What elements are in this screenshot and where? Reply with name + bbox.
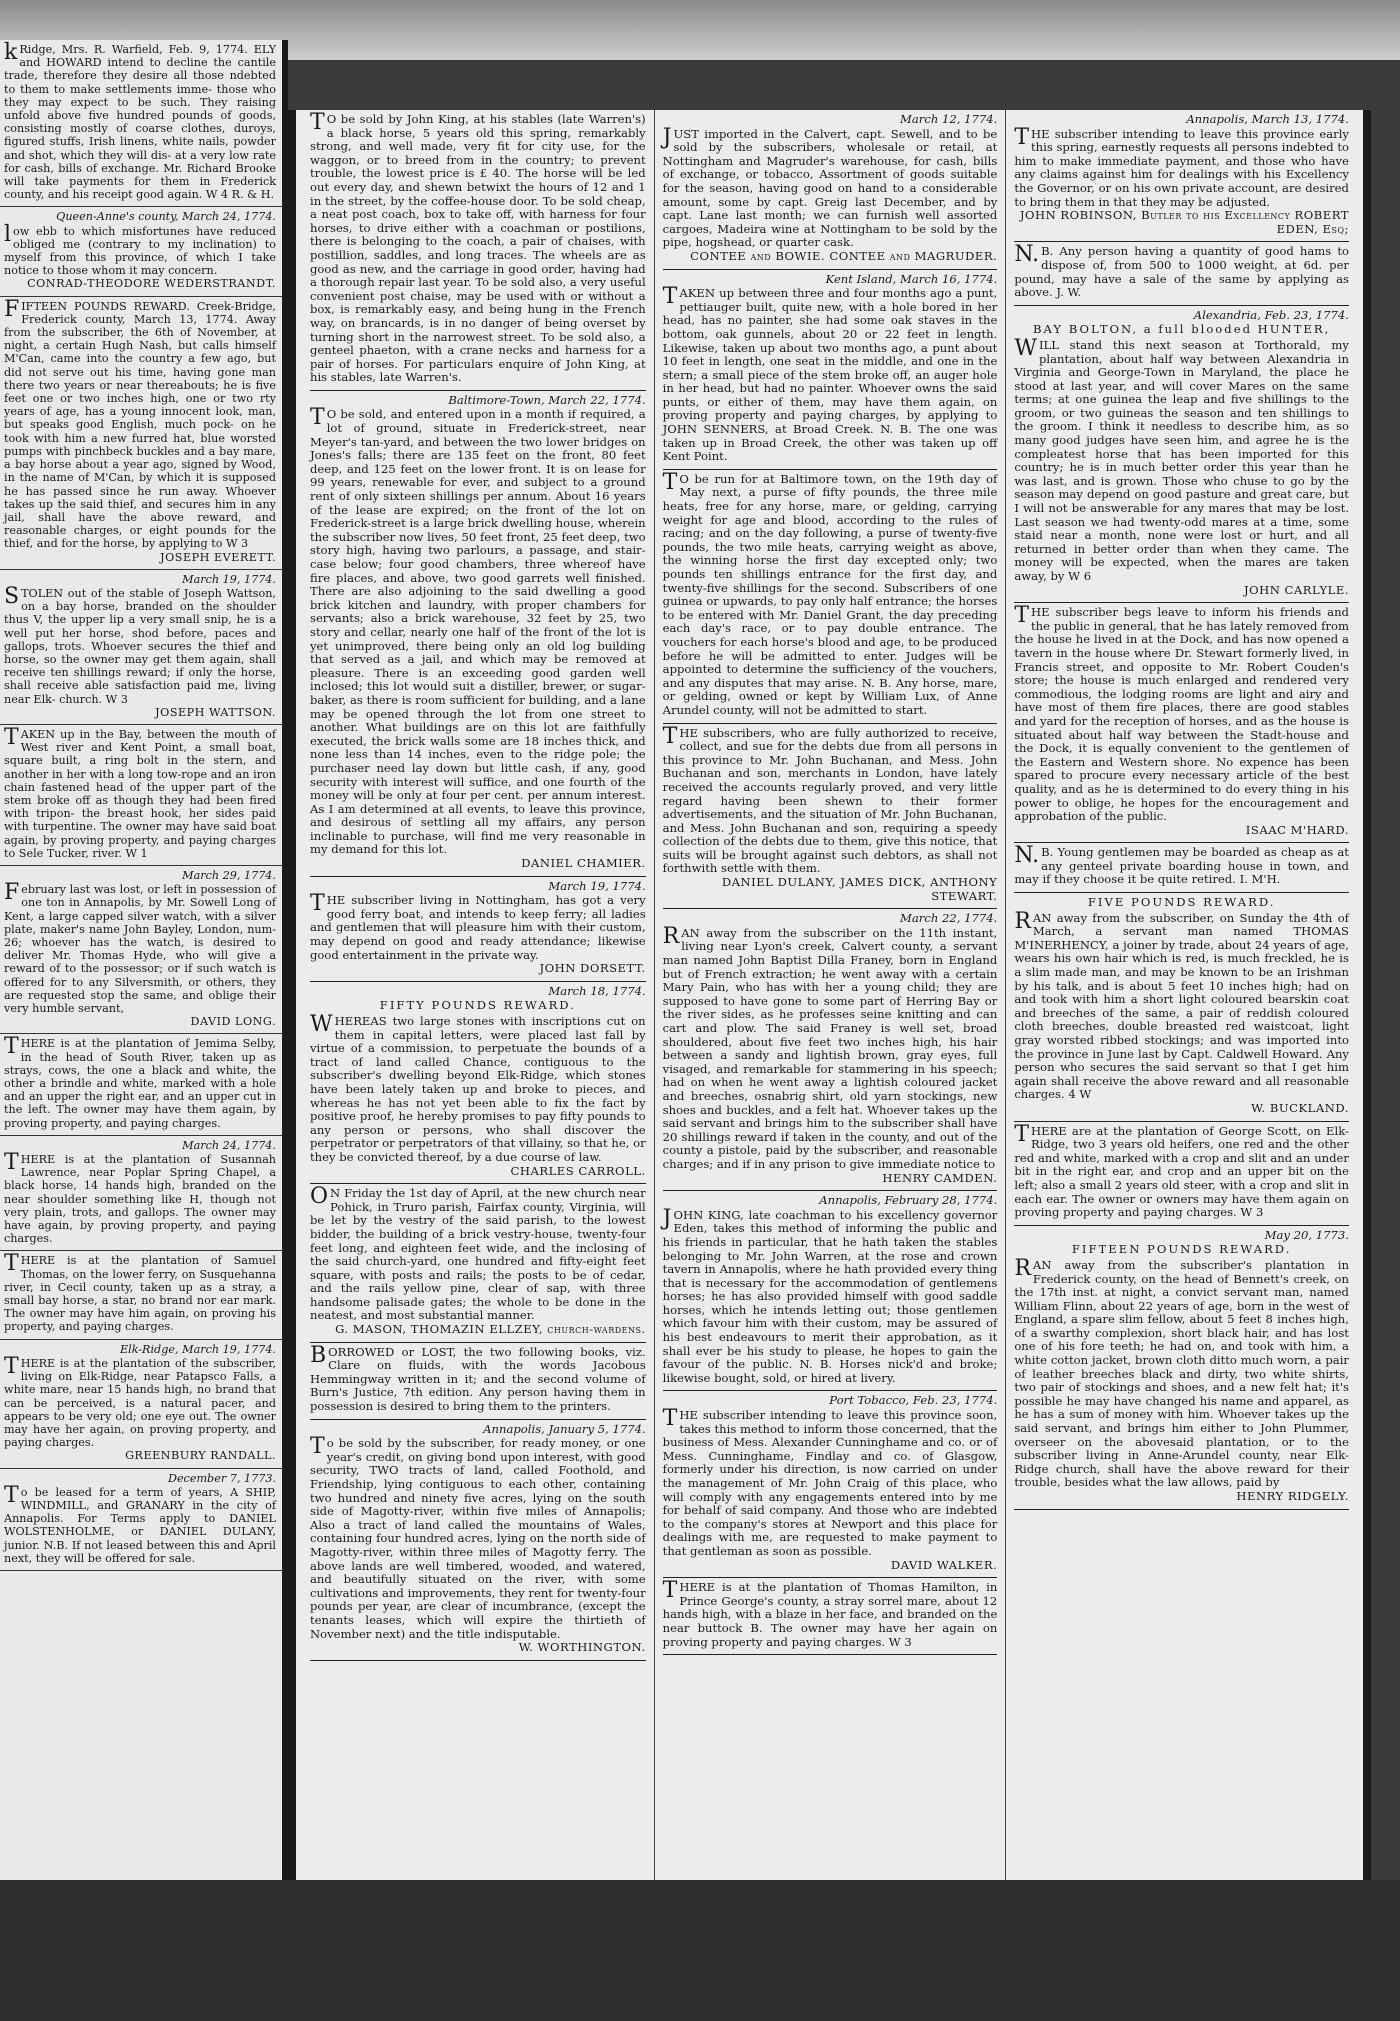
ad-body: TO be run for at Baltimore town, on the 19th day of May next, a purse of fifty pounds, the three mile heats, free for any horse, mare, or gelding, carrying weight for age and blood, according to the rules of racing; and on the day following, a purse of twenty-five pounds, the two mile heats, carrying weight as above, the winning horse the first day excepted only; two pounds ten shillings entrance for the first day, and twenty-five shillings for the second. Subscribers of one guinea or upwards, to pay only half entrance; the horses to be entered with Mr. Daniel Grant, the day preceding each day's race, or to pay double entrance. The vouchers for each horse's blood and age, to be produced before he will be admitted to enter. Judges will be appointed to determine the sufficiency of the vouchers, and any disputes that may arise. N. B. Any horse, mare, or gelding, owned or kept by William Lux, of Anne Arundel county, will not be admitted to start. (662, 469, 998, 717)
ad-signature: DAVID LONG. (190, 1015, 276, 1029)
ad-headline: FIFTY POUNDS REWARD. (379, 998, 576, 1013)
ad-body: THERE is at the plantation of Thomas Hamilton, in Prince George's county, a stray sorrel mare, about 12 hands high, with a blaze in her face, and branded on the near buttock B. The owner may have her again on proving property and paying charges. W 3 (662, 1578, 998, 1649)
advertisement (1014, 843, 1349, 893)
ad-headline: FIFTEEN POUNDS REWARD. (1071, 1242, 1292, 1257)
advertisement (0, 1251, 282, 1339)
ad-body: February last was lost, or left in possession of one ton in Annapolis, by Mr. Sowell Long of Kent, a large capped silver watch, with a silver plate, maker's name John Bayley, London, num- 26; whoever has the watch, is desired to deliver Mr. Thomas Hyde, who will give a reward of to the possessor; or if such watch is offered for to any Silversmith, or others, they are requested stop the same, and oblige their very humble servant, (4, 880, 276, 1016)
advertisement (663, 724, 998, 910)
ad-signature: DANIEL CHAMIER. (521, 856, 646, 871)
ad-body: STOLEN out of the stable of Joseph Wattson, on a bay horse, branded on the shoulder thus V, the upper lip a very small snip, he is a well put her horse, shod before, paces and gallops, trots. Whoever secures the thief and horse, so the owner may get them again, shall receive ten shillings reward; if only the horse, shall receive able satisfaction paid me, living near Elk- church. W 3 (4, 583, 276, 706)
ad-headline: BAY BOLTON, a full blooded HUNTER, (1032, 322, 1331, 337)
advertisement (310, 982, 646, 1184)
ad-dateline: Annapolis, March 13, 1774. (1186, 112, 1349, 126)
ad-dateline: March 29, 1774. (182, 868, 276, 882)
ad-dateline: Elk-Ridge, March 19, 1774. (119, 1342, 276, 1356)
advertisement (1014, 110, 1349, 242)
page-gutter (288, 110, 296, 1880)
ad-dateline: Queen-Anne's county, March 24, 1774. (56, 210, 276, 224)
ad-dateline: Alexandria, Feb. 23, 1774. (1193, 307, 1349, 322)
ad-signature: JOSEPH WATTSON. (155, 705, 276, 719)
ad-signature: DANIEL DULANY, JAMES DICK, ANTHONY STEWART. (721, 875, 998, 903)
advertisement (0, 570, 282, 725)
ad-dateline: March 18, 1774. (548, 983, 646, 998)
advertisement (310, 1420, 646, 1661)
ad-dateline: March 19, 1774. (548, 878, 646, 893)
advertisement (1014, 603, 1349, 843)
ad-signature: JOSEPH EVERETT. (160, 550, 276, 564)
advertisement (663, 270, 998, 470)
advertisement (0, 725, 282, 866)
advertisement (663, 1391, 998, 1578)
ad-body: THE subscriber begs leave to inform his friends and the public in general, that he has lately removed from the house he lived in at the Dock, and has now opened a tavern in the house where Dr. Stewart formerly lived, in Francis street, and opposite to Mr. Robert Couden's store; the house is much enlarged and rendered very commodious, the lodging rooms are light and airy and have most of them fire places, there are good stables and yard for the reception of horses, and as the house is situated about half way between the Stadt-house and the Dock, it is equally convenient to the gentlemen of the Eastern and Western shore. No expence has been spared to procure every necessary article of the best quality, and as he is determined to do every thing in his power to oblige, he hopes for the encouragement and approbation of the public. (1014, 603, 1349, 824)
ad-body: RAN away from the subscriber on the 11th instant, living near Lyon's creek, Calvert county, a servant man named John Baptist Dilla Franey, born in England but of French extraction; he went away with a certain Mary Pain, who has with her a young child; they are supposed to have gone to some part of Herring Bay or the river sides, as he professes seine knitting and can cart and plow. The said Franey is well set, broad shouldered, about five feet two inches high, his hair between a sandy and lightish brown, gray eyes, full visaged, and remarkable for stammering in his speech; had on when he went away a lightish coloured jacket and breeches, osnabrig shirt, old yarn stockings, new shoes and buckles, and a felt hat. Whoever takes up the said servant and brings him to the subscriber shall have 20 shillings reward if taken in the county, and out of the county a pistole, paid by the subscriber, and reasonable charges; and if in any prison to give immediate notice to (662, 923, 998, 1171)
ad-dateline: March 22, 1774. (900, 911, 998, 926)
advertisement (663, 1191, 998, 1391)
ad-body: FIFTEEN POUNDS REWARD. Creek-Bridge, Frederick county, March 13, 1774. Away from the subscriber, the 6th of November, at night, a certain Hugh Nash, but calls himself M'Can, came into the country a few ago, but did not serve out his time, having gone man there two years or near thereabouts; he is five feet one or two inches high, one or two rty years of age, has a young innocent look, man, but speaks good English, much pock- on he took with him a new furred hat, blue worsted pumps with pinchbeck buckles and a bay mare, a bay horse about a year ago, signed by Wood, in the name of M'Can, by which it is supposed he has passed since he run away. Whoever takes up the said thief, and secures him in any jail, shall have the above reward, and reasonable charges, or eight pounds for the thief, and for the horse, by applying to W 3 (4, 296, 276, 551)
advertisement (0, 1136, 282, 1252)
ad-body: TAKEN up in the Bay, between the mouth of West river and Kent Point, a small boat, square built, a ring bolt in the stern, and another in her with a long tow-rope and an iron chain fastened head of the upper part of the stem broke off as though they had been fired with tripon- the breast hook, her sides paid with turpentine. The owner may have said boat again, by proving property, and paying charges to Sele Tucker, river. W 1 (4, 724, 276, 860)
ad-body: THE subscriber intending to leave this province soon, takes this method to inform those concerned, that the business of Mess. Alexander Cunninghame and co. or of Mess. Cunninghame, Findlay and co. of Glasgow, formerly under his direction, is now carried on under the management of Mr. John Craig of this place, who will comply with any engagements entered into by me for behalf of said company. And those who are indebted to the company's stores at Newport and this place for dealings with me, are requested to make payment to that gentleman as soon as possible. (662, 1406, 998, 1558)
advertisement (663, 470, 998, 724)
ad-dateline: May 20, 1773. (1264, 1227, 1349, 1242)
ad-body: To be sold by the subscriber, for ready money, or one year's credit, on giving bond upon interest, with good security, TWO tracts of land, called Foothold, and Friendship, lying contiguous to each other, containing two hundred and ninety five acres, lying on the south side of Magotty-river, within five miles of Annapolis; Also a tract of land called the mountains of Wales, containing four hundred acres, lying on the north side of Magotty-river, within three miles of Magotty ferry. The above lands are well timbered, wooded, and watered, and beautifully situated on the river, with some cultivations and improvements, they rent for twenty-four pounds per year, are clear of incumbrance, (except the tenants leases, which will expire the thirtieth of November next) and the title indisputable. (310, 1434, 646, 1641)
advertisement (310, 110, 646, 391)
advertisement (0, 297, 282, 570)
advertisement (1014, 893, 1349, 1122)
ad-signature: GREENBURY RANDALL. (125, 1449, 276, 1463)
ad-dateline: March 24, 1774. (182, 1138, 276, 1152)
ad-body: N.B. Any person having a quantity of good hams to dispose of, from 500 to 1000 weight, at 6d. per pound, may have a sale of the same by applying as above. J. W. (1014, 242, 1349, 300)
ad-signature: HENRY CAMDEN. (882, 1170, 998, 1185)
advertisement (0, 40, 282, 207)
ad-dateline: March 12, 1774. (900, 112, 998, 126)
ad-body: RAN away from the subscriber, on Sunday the 4th of March, a servant man named THOMAS M'INERHENCY, a joiner by trade, about 24 years of age, wears his own hair which is red, is much freckled, he is a slim made man, and may be known to be an Irishman by his talk, and is about 5 feet 10 inches high; had on and took with him a short light coloured bearskin coat and breeches of the same, a pair of reddish coloured cloth breeches, double breasted red waistcoat, light gray worsted ribbed stockings; and was imported into the province in June last by Capt. Caldwell Howard. Any person who secures the said servant so that I get him again shall receive the above reward and all reasonable charges. 4 W (1014, 908, 1349, 1102)
ad-dateline: December 7, 1773. (167, 1471, 276, 1485)
ad-body: low ebb to which misfortunes have reduced obliged me (contrary to my inclination) to myself from this province, of which I take notice to those whom it may concern. (4, 221, 276, 278)
ad-body: THERE are at the plantation of George Scott, on Elk-Ridge, two 3 years old heifers, one red and the other red and white, marked with a crop and slit and an under bit in the right ear, and crop and an upper bit on the left; also a small 2 years old steer, with a crop and slit in each ear. The owner or owners may have them again on proving property and paying charges. W 3 (1014, 1121, 1349, 1220)
ad-signature: ISAAC M'HARD. (1245, 822, 1349, 837)
ad-body: THERE is at the plantation of the subscriber, living on Elk-Ridge, near Patapsco Falls, a white mare, near 15 hands high, no brand that can be perceived, is a natural pacer, and appears to be very old; one eye out. The owner may have her again, on proving property, and paying charges. (4, 1353, 276, 1450)
advertisement (663, 110, 998, 270)
advertisement (1014, 1226, 1349, 1510)
ad-signature: DAVID WALKER. (890, 1557, 998, 1572)
ad-signature: CHARLES CARROLL. (510, 1163, 646, 1178)
ad-dateline: Annapolis, January 5, 1774. (483, 1421, 646, 1436)
ad-body: THE subscribers, who are fully authorized to receive, collect, and sue for the debts due from all persons in this province to Mr. John Buchanan, and Mess. John Buchanan and son, merchants in London, have lately received the accounts regularly proved, and very little regard having been shewn to their former advertisements, and the situation of Mr. John Buchanan, and Mess. John Buchanan and son, requiring a speedy collection of the debts due to them, give this notice, that suits will be brought against such debtors, as shall not forthwith settle with them. (662, 723, 998, 876)
ad-signature: JOHN DORSETT. (539, 961, 646, 976)
advertisement (310, 1343, 646, 1420)
ad-body: THE subscriber living in Nottingham, has got a very good ferry boat, and intends to keep ferry; all ladies and gentlemen that will pleasure him with their custom, may depend on good and ready attendance; likewise good entertainment in the private way. (310, 891, 646, 962)
ad-body: ON Friday the 1st day of April, at the new church near Pohick, in Truro parish, Fairfax county, Virginia, will be let by the vestry of the said parish, to the lowest bidder, the building of a brick vestry-house, twenty-four feet long, and eighteen feet wide, and the inclosing of the said church-yard, one hundred and fifty-eight feet square, with posts and rails; the posts to be of cedar, and the rails yellow pine, clear of sap, with three handsome palisade gates; the whole to be done in the neatest, and most substantial manner. (310, 1184, 646, 1323)
advertisement (0, 1034, 282, 1135)
ad-body: BORROWED or LOST, the two following books, viz. Clare on fluids, with the words Jacobous Hemmingway written in it; and the second volume of Burn's Justice, 7th edition. Any person having them in possession is desired to bring them to the printers. (310, 1342, 646, 1414)
left-page-fragment (0, 40, 288, 1880)
scan-bottom-edge (0, 1880, 1400, 2021)
ad-signature: CONRAD-THEODORE WEDERSTRANDT. (27, 277, 276, 291)
ad-dateline: Kent Island, March 16, 1774. (825, 271, 998, 286)
column-2 (654, 110, 1006, 1880)
ad-signature: G. MASON, THOMAZIN ELLZEY, church-wardens. (335, 1322, 646, 1337)
ad-dateline: March 19, 1774. (182, 572, 276, 586)
advertisement (310, 1184, 646, 1343)
ad-dateline: Port Tobacco, Feb. 23, 1774. (829, 1393, 998, 1408)
advertisement (310, 391, 646, 877)
ad-dateline: Baltimore-Town, March 22, 1774. (448, 392, 646, 407)
ad-body: THERE is at the plantation of Jemima Selby, in the head of South River, taken up as strays, cows, the one a black and white, the other a brindle and white, marked with a hole and an upper the right ear, and an upper cut in the left. The owner may have them again, by proving property, and paying charges. (4, 1034, 276, 1130)
ad-body: TO be sold by John King, at his stables (late Warren's) a black horse, 5 years old this spring, remarkably strong, and well made, very fit for city use, for the waggon, or to breed from in the country; to prevent trouble, the lowest price is £ 40. The horse will be led out every day, and shewn betwixt the hours of 12 and 1 in the street, by the coffee-house door. To be sold cheap, a neat post coach, box to take off, with harness for four horses, to drive either with a coachman or postilions, there is belonging to the coach, a pair of chaises, with postillion, saddles, and long traces. The wheels are as good as new, and the carriage in good order, having had a thorough repair last year. To be sold also, a very useful convenient post chaise, may be used with or without a box, is remarkably easy, and being hung in the French way, on brancards, is in no danger of being overset by turning short in the narrowest street. To be sold also, a genteel phaeton, with a crane necks and harness for a pair of horses. For particulars enquire of John King, at his stables, late Warren's. (310, 110, 646, 385)
ad-headline: FIVE POUNDS REWARD. (1087, 895, 1276, 910)
ad-body: THERE is at the plantation of Samuel Thomas, on the lower ferry, on Susquehanna river, in Cecil county, taken up as a stray, a small bay horse, a star, no brand nor ear mark. The owner may have him again, on proving his property, and paying charges. (4, 1251, 276, 1334)
advertisement (0, 1469, 282, 1571)
ad-signature: W. WORTHINGTON. (518, 1640, 646, 1655)
advertisement (1014, 242, 1349, 305)
ad-signature: JOHN ROBINSON, Butler to his Excellency ROBERT EDEN, Esq; (1019, 208, 1349, 236)
advertisement (0, 866, 282, 1034)
ad-signature: HENRY RIDGELY. (1236, 1489, 1349, 1503)
newspaper-page (296, 110, 1371, 1880)
ad-body: WHEREAS two large stones with inscriptions cut on them in capital letters, were placed last fall by virtue of a commission, to perpetuate the bounds of a tract of land called Chance, contiguous to the subscriber's dwelling beyond Elk-Ridge, which stones have been lately taken up and broke to pieces, and whereas he has not yet been able to fix the fact by positive proof, he hereby promises to pay fifty pounds to any person or persons, who shall discover the perpetrator or perpetrators of that villainy, so that he, or they be convicted thereof, by a due course of law. (310, 1012, 646, 1164)
ad-signature: JOHN CARLYLE. (1243, 582, 1349, 597)
ad-body: WILL stand this next season at Torthorald, my plantation, about half way between Alexandria in Virginia and George-Town in Maryland, the place he stood at last year, and will cover Mares on the same terms; at one guinea the leap and five shillings to the groom, or two guineas the season and ten shillings to the groom. I think it needless to describe him, as so many good judges have seen him, and agree he is the compleatest horse that has been imported for this country; he is in much better order this year than he was last, and is grown. Those who chuse to go by the season may depend on good pasture and great care, but I will not be answerable for any mares that may be lost. Last season we had twenty-odd mares at a time, some staid near a month, none were lost or hurt, and all returned in better order than when they came. The money will be expected, when the mares are taken away, by W 6 (1014, 335, 1349, 583)
ad-body: TAKEN up between three and four months ago a punt, pettiauger built, quite new, with a hole bored in her head, has no painter, she had some oak staves in the bottom, oak gunnels, about 20 or 22 feet in length. Likewise, taken up about two months ago, a punt about 10 feet in length, one seat in the middle, and one in the stern; a small piece of the stem broke off, an auger hole in her head, but had no painter. Whoever owns the said punts, or either of them, may have them again, on proving property and paying charges, by applying to JOHN SENNERS, at Broad Creek. N. B. The one was taken up in Broad Creek, the other was taken up off Kent Point. (662, 284, 998, 464)
ad-body: JUST imported in the Calvert, capt. Sewell, and to be sold by the subscribers, wholesale or retail, at Nottingham and Magruder's warehouse, for cash, bills of exchange, or tobacco, Assortment of goods suitable for the season, having good on hand to a considerable amount, some by capt. Greig last December, and by capt. Lane last month; we can furnish well assorted cargoes, Madeira wine at Nottingham to be sold by the pipe, hogshead, or quarter cask. (662, 124, 998, 250)
ad-body: kRidge, Mrs. R. Warfield, Feb. 9, 1774. ELY and HOWARD intend to decline the cantile trade, therefore they desire all those ndebted to them to make settlements imme- those who they may expect to be such. They raising unfold above five hundred pounds of goods, consisting mostly of coarse clothes, duroys, figured stuffs, Irish linens, white nails, powder and shot, which they will dis- at a very low rate for cash, bills of exchange. Mr. Richard Brooke will take payments for them in Frederick county, and his receipt good again. W 4 R. & H. (4, 40, 276, 202)
ad-body: TO be sold, and entered upon in a month if required, a lot of ground, situate in Frederick-street, near Meyer's tan-yard, and between the two lower bridges on Jones's falls; there are 135 feet on the front, 80 feet deep, and 125 feet on the lower front. It is on lease for 99 years, renewable for ever, and subject to a ground rent of only sixteen shillings per annum. About 16 years of the lease are expired; on the front of the lot on Frederick-street is a large brick dwelling house, wherein the subscriber now lives, 50 feet front, 25 feet deep, two story high, having two parlours, a passage, and stair-case below; four good chambers, three whereof have fire places, and above, two good garrets well finished. There are also adjoining to the said dwelling a good brick kitchen and laundry, with proper chambers for servants; also a brick warehouse, 32 feet by 25, two story and cellar, nearly one half of the front of the lot is yet unimproved, there being only an old log building that served as a jail, and which may be removed at pleasure. There is an exceeding good garden well inclosed; this lot would suit a distiller, brewer, or sugar-baker, as there is room sufficient for building, and a lane may be opened through the lot from one street to another. What buildings are on this lot are faithfully executed, the brick walls some are 18 inches thick, and none less than 14 inches, even to the ridge pole; the purchaser need lay down but little cash, if any, good security with interest will suffice, and one fourth of the money will be only at four per cent. per annum interest. As I am determined at all events, to leave this province, and desirous of settling all my affairs, any person inclinable to purchase, will find me very reasonable in my demand for this lot. (310, 405, 646, 857)
ad-body: To be leased for a term of years, A SHIP, WINDMILL, and GRANARY in the city of Annapolis. For Terms apply to DANIEL WOLSTENHOLME, or DANIEL DULANY, junior. N.B. If not leased between this and April next, they will be offered for sale. (4, 1482, 276, 1565)
advertisement (0, 207, 282, 296)
ad-body: N.B. Young gentlemen may be boarded as cheap as at any genteel private boarding house in town, and may if they choose it be quite retired. I. M'H. (1014, 843, 1349, 887)
advertisement (663, 1578, 998, 1655)
ad-signature: CONTEE and BOWIE. CONTEE and MAGRUDER. (690, 248, 998, 263)
ad-signature: W. BUCKLAND. (1251, 1100, 1349, 1115)
ad-body: JOHN KING, late coachman to his excellency governor Eden, takes this method of informing the public and his friends in particular, that he hath taken the stables belonging to Mr. John Warren, at the rose and crown tavern in Annapolis, where he hath provided every thing that is necessary for the accommodation of gentlemens horses; he has also provided himself with good saddle horses, which he intends letting out; those gentlemen which favour him with their custom, may be assured of his best endeavours to merit their approbation, as it shall ever be his study to please, he hopes to gain the favour of the public. N. B. Horses nick'd and broke; likewise bought, sold, or hired at livery. (662, 1205, 998, 1385)
ad-body: THE subscriber intending to leave this province early this spring, earnestly requests all persons indebted to him to make immediate payment, and those who have any claims against him for dealings with his Excellency the Governor, or on his own private account, are desired to bring them in that they may be adjusted. (1014, 124, 1349, 209)
ad-body: RAN away from the subscriber's plantation in Frederick county, on the head of Bennett's creek, on the 17th inst. at night, a convict servant man, named William Flinn, about 22 years of age, born in the west of England, a spare slim fellow, about 5 feet 8 inches high, of a swarthy complexion, short black hair, and has lost one of his fore teeth; he had on, and took with him, a white cotton jacket, brown cloth ditto much worn, a pair of leather breeches black and dirty, two white shirts, two pair of stockings and shoes, and a new felt hat; it's possible he may have changed his name and apparel, as he has a sum of money with him. Whoever takes up the said servant, and brings him either to John Plummer, overseer on the abovesaid plantation, or to the subscriber living in Anne-Arundel county, near Elk-Ridge church, shall have the above reward for their trouble, besides what the law allows, paid by (1014, 1255, 1349, 1490)
advertisement (1014, 306, 1349, 603)
advertisement (310, 877, 646, 982)
ad-dateline: Annapolis, February 28, 1774. (819, 1193, 998, 1208)
ad-body: THERE is at the plantation of Susannah Lawrence, near Poplar Spring Chapel, a black horse, 14 hands high, branded on the near shoulder something like H, though not very plain, trots, and gallops. The owner may have again, by proving property, and paying charges. (4, 1150, 276, 1246)
advertisement (0, 1340, 282, 1469)
column-3 (1005, 110, 1357, 1880)
column-1 (302, 110, 654, 1880)
advertisement (1014, 1122, 1349, 1226)
advertisement (663, 909, 998, 1191)
